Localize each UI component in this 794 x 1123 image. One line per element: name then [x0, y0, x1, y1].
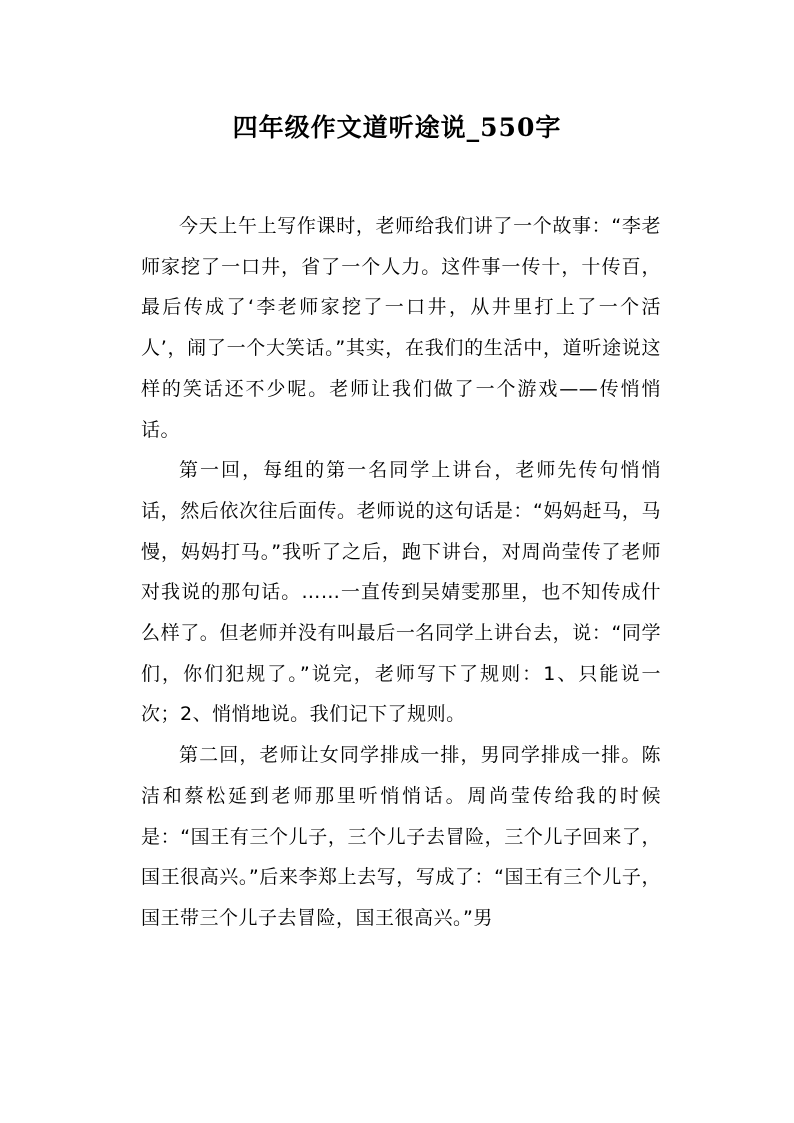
paragraph-1: 今天上午上写作课时，老师给我们讲了一个故事：“李老师家挖了一口井，省了一个人力。这件事一传十，十传百，最后传成了‘李老师家挖了一口井，从井里打上了一个活人’，闹了一个大笑话。”其实，在我们的生活中，道听途说这样的笑话还不少呢。老师让我们做了一个游戏——传悄悄话。 — [141, 215, 661, 441]
document-title: 四年级作文道听途说_550字 — [232, 113, 562, 142]
document-body — [141, 206, 661, 939]
paragraph-2: 第一回，每组的第一名同学上讲台，老师先传句悄悄话，然后依次往后面传。老师说的这句话是：“妈妈赶马，马慢，妈妈打马。”我听了之后，跑下讲台，对周尚莹传了老师对我说的那句话。……一直传到吴婧雯那里，也不知传成什么样了。但老师并没有叫最后一名同学上讲台去，说：“同学们，你们犯规了。”说完，老师写下了规则：1、只能说一次；2、悄悄地说。我们记下了规则。 — [141, 459, 661, 726]
paragraph-3: 第二回，老师让女同学排成一排，男同学排成一排。陈洁和蔡松延到老师那里听悄悄话。周尚莹传给我的时候是：“国王有三个儿子，三个儿子去冒险，三个儿子回来了，国王很高兴。”后来李郑上去写，写成了：“国王有三个儿子，国王带三个儿子去冒险，国王很高兴。”男 — [141, 744, 661, 929]
